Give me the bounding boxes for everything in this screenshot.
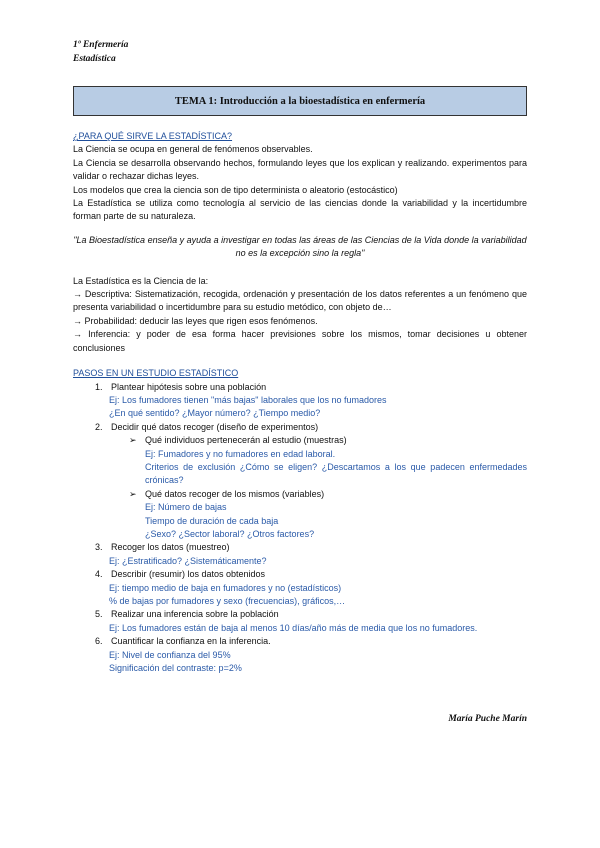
paragraph: La Ciencia se ocupa en general de fenómenos observables.	[73, 144, 313, 155]
document-body	[73, 130, 527, 675]
step-6	[73, 635, 527, 648]
bullet-probabilidad: → Probabilidad: deducir las leyes que rigen esos fenómenos.	[73, 315, 318, 326]
section-heading-steps: PASOS EN UN ESTUDIO ESTADÍSTICO	[73, 368, 239, 379]
step-number: 1.	[95, 381, 103, 392]
step-text: Cuantificar la confianza en la inferencia.	[111, 636, 271, 647]
example: Ej: Los fumadores tienen "más bajas" laborales que los no fumadores	[109, 394, 387, 405]
example: Significación del contraste: p=2%	[109, 663, 242, 674]
header-subject: Estadística	[73, 54, 116, 64]
sub-item-text: Qué datos recoger de los mismos (variables)	[145, 488, 325, 499]
sub-item	[73, 488, 527, 501]
paragraph: La Ciencia se desarrolla observando hechos, formulando leyes que los explican y realizando. experimentos para validar o rechazar dichas leyes.	[73, 157, 527, 182]
header-course: 1º Enfermería	[73, 40, 129, 50]
example: % de bajas por fumadores y sexo (frecuencias), gráficos,…	[109, 596, 346, 606]
example: Ej: Nivel de confianza del 95%	[109, 649, 231, 660]
step-2	[73, 421, 527, 434]
title-box	[73, 86, 527, 116]
page-title: TEMA 1: Introducción a la bioestadística en enfermería	[174, 95, 426, 107]
example: Ej: Los fumadores están de baja al menos 10 días/año más de media que los no fumadores.	[109, 622, 478, 633]
step-text: Plantear hipótesis sobre una población	[111, 381, 267, 392]
paragraph: Los modelos que crea la ciencia son de tipo determinista o aleatorio (estocástico)	[73, 184, 398, 195]
step-number: 5.	[95, 609, 103, 620]
step-text: Recoger los datos (muestreo)	[111, 542, 230, 553]
example: Ej: Fumadores y no fumadores en edad laboral.	[145, 448, 336, 459]
step-number: 4.	[95, 569, 103, 580]
example: Ej: Número de bajas	[145, 502, 227, 513]
arrow-bullet-icon: ➢	[129, 488, 137, 499]
sub-item-text: Qué individuos pertenecerán al estudio (muestras)	[145, 435, 347, 446]
step-1	[73, 381, 527, 394]
step-number: 6.	[95, 636, 103, 647]
example: ¿Sexo? ¿Sector laboral? ¿Otros factores?	[145, 528, 315, 539]
quote: "La Bioestadística enseña y ayuda a investigar en todas las áreas de las Ciencias de la Vida donde la variabilidad no es la excepción sino la regla"	[73, 234, 527, 259]
example: ¿En qué sentido? ¿Mayor número? ¿Tiempo medio?	[109, 408, 321, 419]
paragraph: La Estadística se utiliza como tecnología al servicio de las ciencias donde la variabilidad y la incertidumbre forman parte de su naturaleza.	[73, 198, 527, 222]
paragraph: La Estadística es la Ciencia de la:	[73, 275, 209, 286]
step-text: Describir (resumir) los datos obtenidos	[111, 569, 266, 580]
step-text: Realizar una inferencia sobre la población	[111, 609, 279, 620]
sub-item	[73, 434, 527, 447]
step-text: Decidir qué datos recoger (diseño de experimentos)	[111, 421, 319, 432]
step-4	[73, 568, 527, 581]
author-footer: María Puche Marín	[448, 714, 527, 724]
arrow-bullet-icon: ➢	[129, 435, 137, 446]
step-3	[73, 541, 527, 554]
example: Tiempo de duración de cada baja	[145, 515, 279, 526]
bullet-descriptiva: → Descriptiva: Sistematización, recogida, ordenación y presentación de los datos referentes a un fenómeno que presenta variabilidad o incertidumbre para su estudio metódico, con objeto de…	[73, 289, 527, 313]
example: Ej: tiempo medio de baja en fumadores y no (estadísticos)	[109, 582, 342, 593]
step-number: 2.	[95, 421, 103, 432]
step-5	[73, 608, 527, 621]
example: Criterios de exclusión ¿Cómo se eligen? ¿Descartamos a los que padecen enfermedades crónicas?	[145, 461, 527, 486]
bullet-inferencia: → Inferencia: y poder de esa forma hacer previsiones sobre los mismos, tomar decisiones u obtener conclusiones	[73, 329, 527, 353]
section-heading-purpose: ¿PARA QUÉ SIRVE LA ESTADÍSTICA?	[73, 131, 233, 141]
example: Ej: ¿Estratificado? ¿Sistemáticamente?	[109, 555, 267, 566]
step-number: 3.	[95, 542, 103, 553]
